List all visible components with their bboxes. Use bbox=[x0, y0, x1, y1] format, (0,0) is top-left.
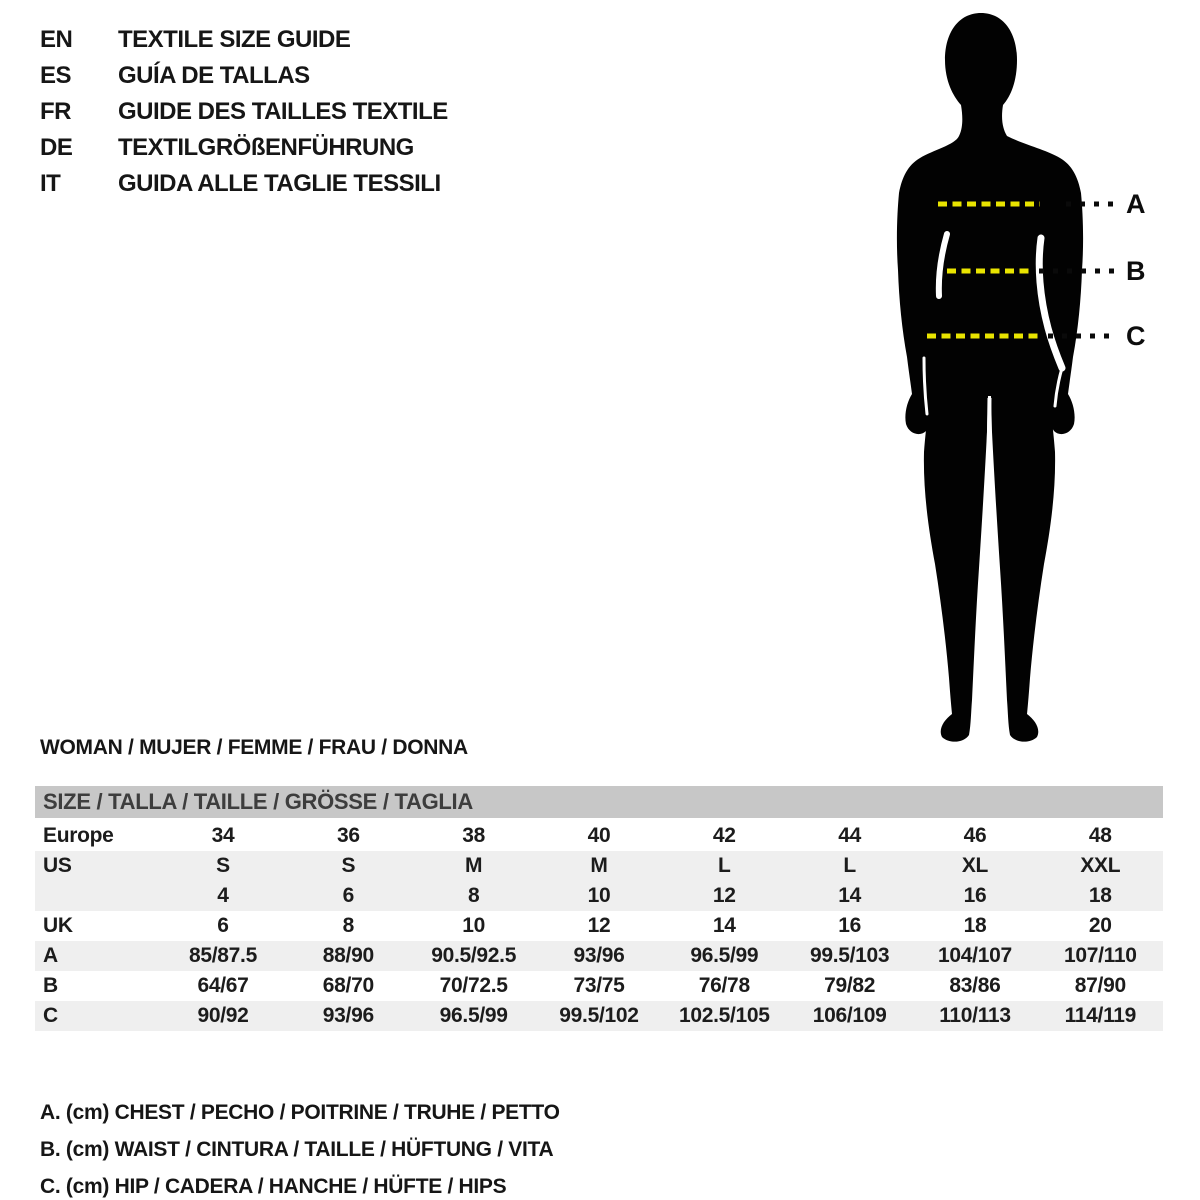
size-cell: 87/90 bbox=[1074, 974, 1126, 997]
size-cell: 93/96 bbox=[286, 1001, 411, 1031]
table-row bbox=[35, 1001, 1163, 1031]
size-cell: 16 bbox=[838, 914, 862, 937]
size-cell: 96.5/99 bbox=[411, 1001, 536, 1031]
size-cell: 12 bbox=[662, 881, 787, 911]
marker-a-label: A bbox=[1126, 189, 1146, 219]
size-cell: 73/75 bbox=[573, 974, 625, 997]
size-cell: 107/110 bbox=[1038, 941, 1163, 971]
size-cell: 14 bbox=[712, 914, 736, 937]
size-cell: 10 bbox=[462, 914, 486, 937]
language-code: IT bbox=[40, 170, 61, 197]
size-cell: M bbox=[411, 851, 536, 881]
size-cell: 83/86 bbox=[949, 974, 1001, 997]
size-cell: 16 bbox=[912, 881, 1037, 911]
table-row bbox=[35, 971, 1163, 1001]
size-cell: 99.5/102 bbox=[536, 1001, 661, 1031]
size-cell: 93/96 bbox=[536, 941, 661, 971]
size-cell: 6 bbox=[286, 881, 411, 911]
language-code: ES bbox=[40, 62, 72, 89]
size-table-header: SIZE / TALLA / TAILLE / GRÖSSE / TAGLIA bbox=[35, 786, 1163, 820]
table-row bbox=[35, 851, 1163, 881]
size-cell: 40 bbox=[587, 824, 611, 847]
legend-line: A. (cm) CHEST / PECHO / POITRINE / TRUHE / PETTO bbox=[40, 1101, 560, 1124]
table-row bbox=[35, 941, 1163, 971]
size-cell: 44 bbox=[838, 824, 862, 847]
row-label: UK bbox=[43, 914, 73, 937]
woman-silhouette bbox=[860, 0, 1190, 750]
row-label bbox=[35, 881, 160, 911]
size-cell: XL bbox=[912, 851, 1037, 881]
size-cell: 88/90 bbox=[286, 941, 411, 971]
language-code: DE bbox=[40, 134, 73, 161]
language-code: FR bbox=[40, 98, 71, 125]
size-cell: 8 bbox=[342, 914, 355, 937]
row-label: A bbox=[35, 941, 160, 971]
size-cell: 106/109 bbox=[787, 1001, 912, 1031]
size-cell: 79/82 bbox=[824, 974, 876, 997]
size-cell: L bbox=[662, 851, 787, 881]
language-title: TEXTILGRÖßENFÜHRUNG bbox=[118, 134, 414, 161]
size-cell: 70/72.5 bbox=[439, 974, 508, 997]
size-cell: S bbox=[286, 851, 411, 881]
size-cell: 4 bbox=[160, 881, 285, 911]
size-cell: 36 bbox=[336, 824, 360, 847]
language-code: EN bbox=[40, 26, 73, 53]
size-cell: S bbox=[160, 851, 285, 881]
size-table bbox=[35, 786, 1163, 1031]
size-cell: 18 bbox=[963, 914, 987, 937]
size-cell: 12 bbox=[587, 914, 611, 937]
table-row bbox=[35, 820, 1163, 852]
row-label: B bbox=[43, 974, 58, 997]
size-cell: 68/70 bbox=[322, 974, 374, 997]
size-cell: XXL bbox=[1038, 851, 1163, 881]
measurement-legend bbox=[40, 1094, 560, 1200]
size-cell: 104/107 bbox=[912, 941, 1037, 971]
size-cell: 46 bbox=[963, 824, 987, 847]
size-cell: 64/67 bbox=[197, 974, 249, 997]
size-cell: 42 bbox=[712, 824, 736, 847]
size-cell: 14 bbox=[787, 881, 912, 911]
language-title: GUIDE DES TAILLES TEXTILE bbox=[118, 98, 448, 125]
size-cell: 76/78 bbox=[698, 974, 750, 997]
language-row bbox=[40, 130, 448, 166]
table-row bbox=[35, 911, 1163, 941]
size-cell: 10 bbox=[536, 881, 661, 911]
language-title: TEXTILE SIZE GUIDE bbox=[118, 26, 351, 53]
size-cell: 102.5/105 bbox=[662, 1001, 787, 1031]
language-title-list bbox=[40, 22, 448, 202]
language-row bbox=[40, 58, 448, 94]
language-title: GUIDA ALLE TAGLIE TESSILI bbox=[118, 170, 441, 197]
marker-c-label: C bbox=[1126, 321, 1146, 351]
size-cell: 90/92 bbox=[160, 1001, 285, 1031]
row-label: C bbox=[35, 1001, 160, 1031]
legend-line: C. (cm) HIP / CADERA / HANCHE / HÜFTE / HIPS bbox=[40, 1175, 507, 1198]
marker-b-label: B bbox=[1126, 256, 1146, 286]
size-cell: 48 bbox=[1088, 824, 1112, 847]
measurement-figure bbox=[860, 0, 1190, 750]
row-label: US bbox=[35, 851, 160, 881]
size-cell: 38 bbox=[462, 824, 486, 847]
table-row bbox=[35, 881, 1163, 911]
row-label: Europe bbox=[43, 824, 114, 847]
size-cell: 34 bbox=[211, 824, 235, 847]
size-cell: M bbox=[536, 851, 661, 881]
size-cell: L bbox=[787, 851, 912, 881]
size-cell: 6 bbox=[217, 914, 229, 937]
section-title: WOMAN / MUJER / FEMME / FRAU / DONNA bbox=[40, 736, 468, 759]
language-row bbox=[40, 166, 448, 202]
legend-line: B. (cm) WAIST / CINTURA / TAILLE / HÜFTUNG / VITA bbox=[40, 1138, 554, 1161]
language-row bbox=[40, 94, 448, 130]
size-cell: 99.5/103 bbox=[787, 941, 912, 971]
size-cell: 114/119 bbox=[1038, 1001, 1163, 1031]
language-row bbox=[40, 22, 448, 58]
size-cell: 18 bbox=[1038, 881, 1163, 911]
size-cell: 8 bbox=[411, 881, 536, 911]
language-title: GUÍA DE TALLAS bbox=[118, 62, 310, 89]
size-cell: 20 bbox=[1088, 914, 1112, 937]
size-cell: 110/113 bbox=[912, 1001, 1037, 1031]
size-cell: 90.5/92.5 bbox=[411, 941, 536, 971]
size-cell: 85/87.5 bbox=[160, 941, 285, 971]
size-cell: 96.5/99 bbox=[662, 941, 787, 971]
